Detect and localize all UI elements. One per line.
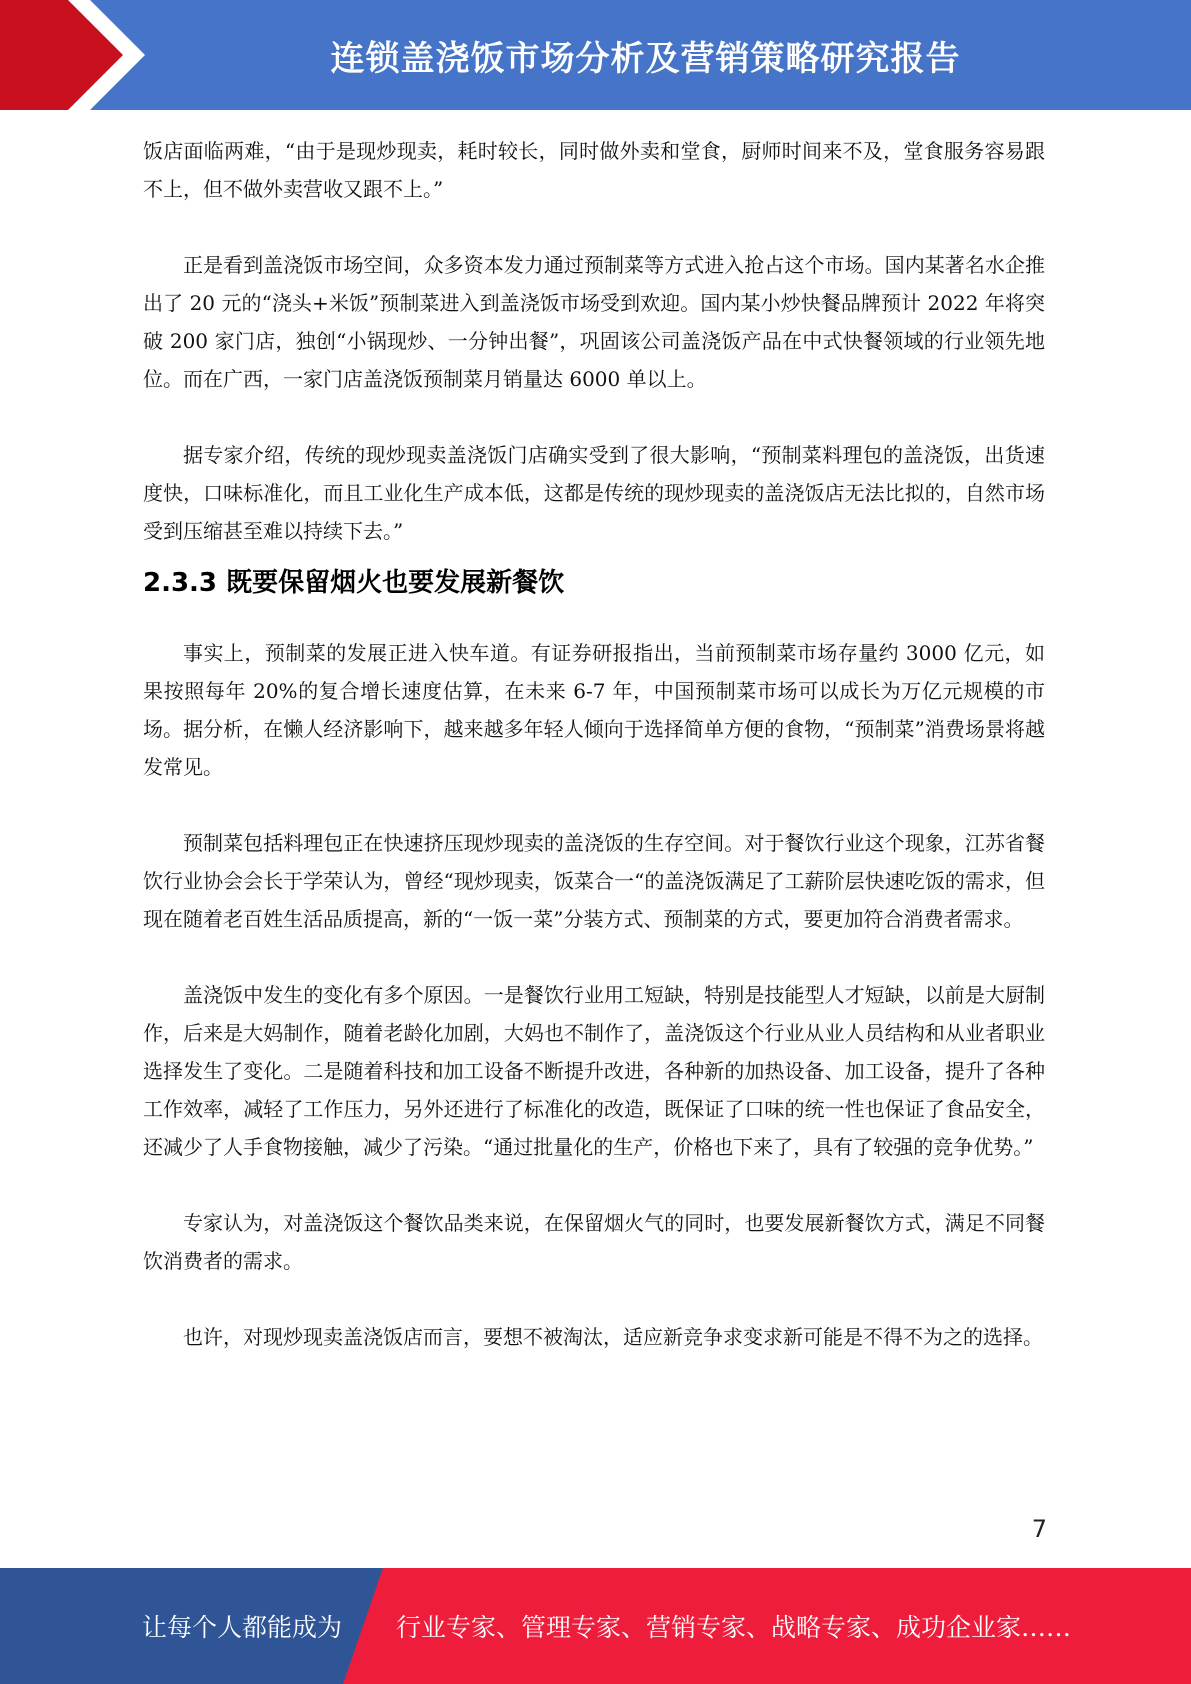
body-paragraph: 盖浇饭中发生的变化有多个原因。一是餐饮行业用工短缺，特别是技能型人才短缺，以前是大厨制作，后来是大妈制作，随着老龄化加剧，大妈也不制作了，盖浇饭这个行业从业人员结构和从业者职业选择发生了变化。二是随着科技和加工设备不断提升改进，各种新的加热设备、加工设备，提升了各种工作效率，减轻了工作压力，另外还进行了标准化的改造，既保证了口味的统一性也保证了食品安全，还减少了人手食物接触，减少了污染。“通过批量化的生产，价格也下来了，具有了较强的竞争优势。” [143, 983, 1045, 1159]
page-header [0, 0, 1191, 110]
report-title: 连锁盖浇饭市场分析及营销策略研究报告 [330, 38, 961, 79]
footer-slogan-left: 让每个人都能成为 [142, 1613, 343, 1642]
page-number: 7 [1031, 1515, 1047, 1543]
body-paragraph: 饭店面临两难，“由于是现炒现卖，耗时较长，同时做外卖和堂食，厨师时间来不及，堂食服务容易跟不上，但不做外卖营收又跟不上。” [143, 139, 1045, 201]
section-heading: 2.3.3 既要保留烟火也要发展新餐饮 [143, 568, 565, 598]
body-paragraph: 预制菜包括料理包正在快速挤压现炒现卖的盖浇饭的生存空间。对于餐饮行业这个现象，江苏省餐饮行业协会会长于学荣认为，曾经“现炒现卖，饭菜合一“的盖浇饭满足了工薪阶层快速吃饭的需求，但现在随着老百姓生活品质提高，新的“一饭一菜”分装方式、预制菜的方式，要更加符合消费者需求。 [143, 831, 1045, 931]
body-paragraph: 据专家介绍，传统的现炒现卖盖浇饭门店确实受到了很大影响，“预制菜料理包的盖浇饭，出货速度快，口味标准化，而且工业化生产成本低，这都是传统的现炒现卖的盖浇饭店无法比拟的，自然市场受到压缩甚至难以持续下去。” [143, 443, 1045, 543]
body-paragraph: 也许，对现炒现卖盖浇饭店而言，要想不被淘汰，适应新竞争求变求新可能是不得不为之的选择。 [183, 1325, 1043, 1349]
document-body [143, 132, 1045, 1356]
footer-slogan-right: 行业专家、管理专家、营销专家、战略专家、成功企业家…… [396, 1613, 1072, 1642]
page-footer [0, 1568, 1191, 1684]
body-paragraph: 事实上，预制菜的发展正进入快车道。有证券研报指出，当前预制菜市场存量约 3000 亿元，如果按照每年 20%的复合增长速度估算，在未来 6-7 年，中国预制菜市场可以成长为万亿元规模的市场。据分析，在懒人经济影响下，越来越多年轻人倾向于选择简单方便的食物，“预制菜”消费场景将越发常见。 [143, 641, 1045, 779]
header-arrow-decoration [0, 0, 160, 110]
body-paragraph: 正是看到盖浇饭市场空间，众多资本发力通过预制菜等方式进入抢占这个市场。国内某著名水企推出了 20 元的“浇头+米饭”预制菜进入到盖浇饭市场受到欢迎。国内某小炒快餐品牌预计 2022 年将突破 200 家门店，独创“小锅现炒、一分钟出餐”，巩固该公司盖浇饭产品在中式快餐领域的行业领先地位。而在广西，一家门店盖浇饭预制菜月销量达 6000 单以上。 [143, 253, 1045, 391]
body-paragraph: 专家认为，对盖浇饭这个餐饮品类来说，在保留烟火气的同时，也要发展新餐饮方式，满足不同餐饮消费者的需求。 [143, 1211, 1045, 1273]
